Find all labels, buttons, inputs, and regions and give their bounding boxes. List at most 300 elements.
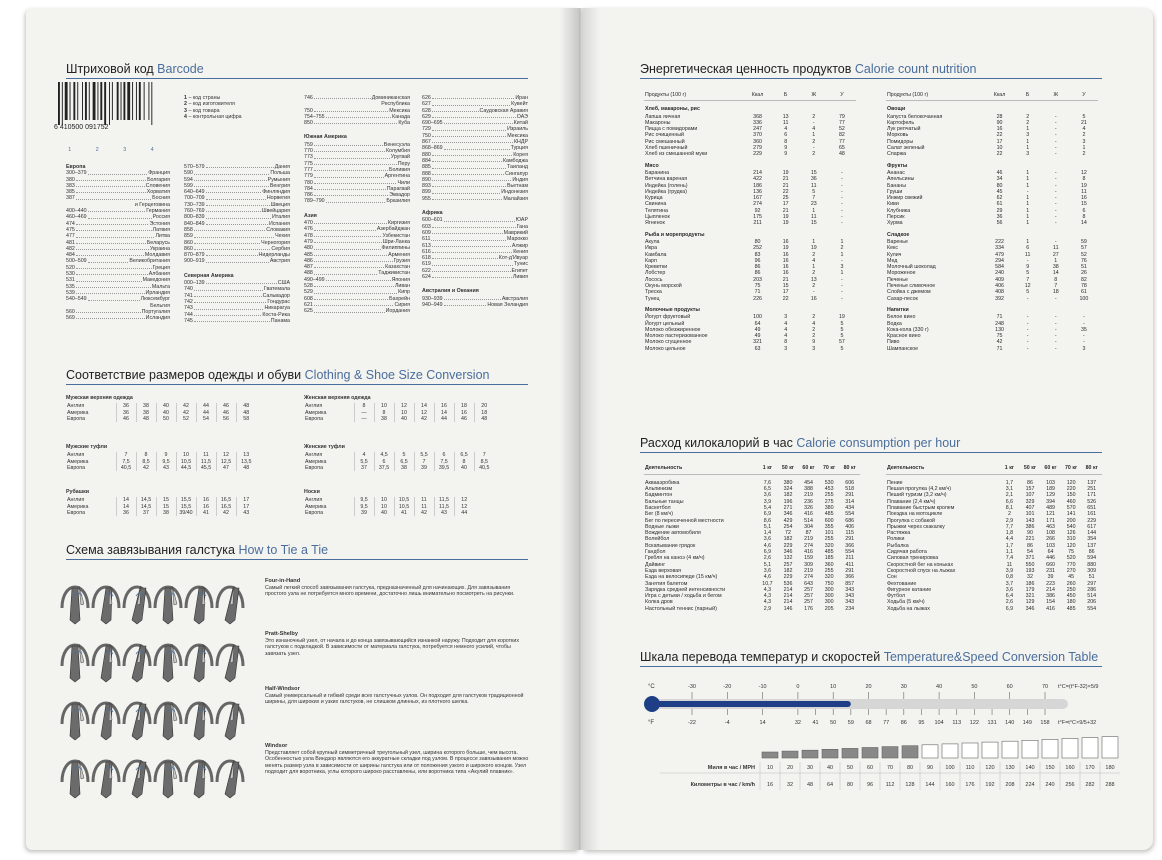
tie-knot xyxy=(265,743,530,776)
kmh-value: 192 xyxy=(985,782,995,788)
burn-row: Баскетбол 5,4 271 326 380 434 xyxy=(645,504,855,511)
mph-value: 10 xyxy=(766,765,774,771)
barcode-entry: 777 Боливия xyxy=(304,166,410,173)
sizes-heading: Соответствие размеров одежды и обуви Clothing & Shoe Size Conversion xyxy=(66,368,528,385)
barcode-entry: 885 Таиланд xyxy=(422,164,528,171)
barcode-bar xyxy=(151,82,152,125)
calorie-row: Хлеб из смешанной муки 229 9 2 48 xyxy=(645,151,845,158)
barcode-entry: 779 Аргентина xyxy=(304,173,410,180)
celsius-tick-label: 70 xyxy=(1041,684,1049,690)
barcode-entry: 743 Никарагуа xyxy=(184,305,290,312)
barcode-entry: 474 Эстония xyxy=(66,220,170,227)
calorie-row: Ананас 46 1 - 12 xyxy=(887,169,1087,176)
burn-row: Гребля на каноэ (4 км/ч) 2,6 132 159 185 211 xyxy=(645,555,854,562)
celsius-tick-label: 60 xyxy=(1006,684,1013,690)
speed-bar xyxy=(1062,739,1078,759)
kmh-value: 48 xyxy=(806,782,814,788)
burn-row: Игра с детьми / ходьба и бегом 4,3 214 257 300 343 xyxy=(645,593,855,600)
fahrenheit-tick-label: 122 xyxy=(969,720,979,726)
burn-row: Альпинизм 6,5 324 388 453 518 xyxy=(645,486,855,493)
calorie-row: Бананы 80 1 - 19 xyxy=(887,182,1087,189)
calorie-row: Треска 71 17 - - xyxy=(645,289,843,296)
mph-value: 170 xyxy=(1085,765,1095,771)
burn-row: Вскапывание грядок 4,6 229 274 320 366 xyxy=(645,542,855,549)
fahrenheit-tick-label: 50 xyxy=(830,720,837,726)
calorie-row: Слойка с джемом 408 5 18 61 xyxy=(887,289,1087,296)
calorie-row: Красное вино 75 - - - xyxy=(887,333,1085,340)
calorie-row: Молоко обезжиренное 49 4 2 5 xyxy=(645,326,844,333)
fahrenheit-tick-label: 149 xyxy=(1022,720,1032,726)
tie-step-icon xyxy=(124,644,150,682)
calorie-row: Пиво 42 - - - xyxy=(887,339,1085,346)
tie-step-icon xyxy=(62,702,88,740)
barcode-entry: 899 Индонезия xyxy=(422,189,528,196)
calorie-row: Лосось 203 21 13 - xyxy=(645,276,843,283)
size-block-title: Носки xyxy=(304,489,320,495)
kmh-value: 240 xyxy=(1045,782,1055,788)
speed-bar xyxy=(882,747,898,758)
barcode-image xyxy=(52,82,164,136)
burn-row: Плавание (2,4 км/ч) 6,6 329 394 460 526 xyxy=(887,498,1097,505)
barcode-entry: Бельгия xyxy=(150,302,170,309)
barcode-entry: и Герцеговина xyxy=(134,201,170,208)
mph-label: Миля в час / MPH xyxy=(707,765,755,771)
fahrenheit-tick-label: 14 xyxy=(759,720,766,726)
barcode-col-europe2: 570–579 Дания 590 Польша 594 Румыния 599 Венгрия 640–649 Финляндия 700–709 Норвегия 730–739 Швеция 760–769 Швейцария 800–839 Италия 840–849 Испания 858 Словакия 859 Чехия 860 Черногория 860 Сербия 870–879 Нидерланды 900–919 Австрия Северная Америка 000–139 США 740 Гватемала 741 Сальвадор 742 Гондурас 743 Никарагуа 744 Коста-Рика 745 Панама xyxy=(184,164,290,324)
calorie-row: Курица 167 25 7 - xyxy=(645,195,843,202)
barcode-entry: 742 Гондурас xyxy=(184,298,290,305)
celsius-tick-label: 20 xyxy=(865,684,872,690)
calorie-row: Баранина 214 19 15 - xyxy=(645,169,843,176)
burn-row: Силовая тренировка 7,4 371 446 520 594 xyxy=(887,555,1097,562)
barcode-entry: 700–709 Норвегия xyxy=(184,195,290,202)
calorie-row: Телятина 92 21 1 - xyxy=(645,207,843,214)
barcode-bar xyxy=(112,82,113,120)
celsius-label: °C xyxy=(648,684,655,690)
calorie-row: Кока-кола (330 г) 130 - - 35 xyxy=(887,326,1087,333)
mph-value: 40 xyxy=(826,765,834,771)
calorie-row: Молоко цельное 63 3 3 5 xyxy=(645,345,844,352)
barcode-entry: 690–695 Китай xyxy=(422,120,528,127)
barcode-entry: 475 Латвия xyxy=(66,226,170,233)
kmh-value: 160 xyxy=(945,782,955,788)
speed-bar xyxy=(942,744,958,758)
celsius-tick-label: 40 xyxy=(936,684,943,690)
fahrenheit-tick-label: 86 xyxy=(900,720,907,726)
barcode-entry: 609 Маврикий xyxy=(422,229,528,236)
calorie-section xyxy=(640,62,1102,79)
barcode-entry: 789–790 Бразилия xyxy=(304,198,410,205)
barcode-bar xyxy=(82,82,83,120)
burn-row: Пение 1,7 86 103 120 137 xyxy=(887,479,1097,486)
calorie-row: Индейка (грудка) 136 22 5 - xyxy=(645,188,843,195)
tie-step-icon xyxy=(186,644,212,682)
burn-row: Ролики 4,4 221 266 310 354 xyxy=(887,536,1097,543)
mph-value: 30 xyxy=(806,765,814,771)
speed-bar xyxy=(1002,741,1018,758)
barcode-entry: 488 Таджикистан xyxy=(304,270,410,277)
fahrenheit-formula: t°F=t°C×9/5+32 xyxy=(1058,720,1097,726)
barcode-entry: 750 Мексика xyxy=(422,132,528,139)
tie-step-icon xyxy=(124,586,150,624)
burn-row: Бадминтон 3,6 182 219 255 291 xyxy=(645,492,855,499)
calorie-row: Рис очищенный 370 6 1 82 xyxy=(645,132,845,139)
tie-step-icon xyxy=(186,586,212,624)
tie-knot xyxy=(265,631,530,657)
barcode-entry: 775 Перу xyxy=(304,160,410,167)
calorie-row: Капуста белокочанная 28 2 - 5 xyxy=(887,113,1086,120)
fahrenheit-tick-label: 59 xyxy=(847,720,854,726)
burn-row: Плавание быстрым кролем 8,1 407 489 570 651 xyxy=(887,504,1097,511)
fahrenheit-tick-label: -4 xyxy=(724,720,730,726)
size-row: Америка 14 14,5 15 15,5 16 16,5 17 xyxy=(66,504,256,510)
kmh-value: 208 xyxy=(1005,782,1015,788)
size-row: Америка 9,5 10 10,5 11 11,5 12 xyxy=(304,504,474,510)
barcode-bar xyxy=(58,82,60,125)
calorie-group-title: Молочные продукты xyxy=(645,306,700,313)
barcode-bar xyxy=(123,82,125,120)
kmh-label: Километры в час / km/h xyxy=(690,782,755,788)
barcode-entry: 618 Кот-д'Ивуар xyxy=(422,255,528,262)
calorie-row: Ягненок 211 19 15 - xyxy=(645,220,843,227)
burn-heading: Расход килокалорий в час Calorie consumption per hour xyxy=(640,436,1102,453)
barcode-entry: 629 ОАЭ xyxy=(422,113,528,120)
size-row: Англия 7 8 9 10 11 12 13 xyxy=(66,452,256,458)
barcode-entry: 481 Беларусь xyxy=(66,239,170,246)
barcode-entry: 746 Доминиканская xyxy=(304,95,410,101)
barcode-entry: 850 Куба xyxy=(304,120,410,127)
barcode-bar xyxy=(97,82,98,120)
celsius-tick-label: 30 xyxy=(900,684,907,690)
burn-row: Фехтование 3,7 186 223 260 297 xyxy=(887,580,1097,587)
burn-row: Водные лыжи 5,1 254 304 355 406 xyxy=(645,523,855,530)
speed-bar xyxy=(1042,739,1058,758)
mph-value: 100 xyxy=(945,765,955,771)
fahrenheit-tick-label: 95 xyxy=(918,720,925,726)
calorie-row: Молоко сгущенное 321 8 9 57 xyxy=(645,339,845,346)
barcode-entry: 479 Шри-Ланка xyxy=(304,238,410,245)
barcode-entry: 868–869 Турция xyxy=(422,145,528,152)
burn-row: Сон 0,8 32 39 45 51 xyxy=(887,574,1095,581)
barcode-entry: 482 Украина xyxy=(66,245,170,252)
burn-section xyxy=(640,436,1102,453)
barcode-bar xyxy=(62,82,63,125)
tie-illustrations xyxy=(62,568,252,804)
tie-step-icon xyxy=(62,644,88,682)
calorie-row: Мороженое 240 5 14 26 xyxy=(887,270,1087,277)
speed-bar xyxy=(782,751,798,758)
calorie-row: Йогурт фруктовый 100 3 2 19 xyxy=(645,314,845,321)
celsius-tick-label: -20 xyxy=(723,684,732,690)
barcode-entry: 484 Молдавия xyxy=(66,252,170,259)
barcode-entry: 624 Ливия xyxy=(422,274,528,281)
burn-row: Езда на велосипеде (15 км/ч) 4,6 229 274 320 366 xyxy=(645,574,855,581)
calorie-row: Апельсины 34 1 - 8 xyxy=(887,176,1086,183)
calorie-group-title: Напитки xyxy=(887,306,909,313)
barcode-heading: Штриховой код Barcode xyxy=(66,62,528,79)
mph-value: 180 xyxy=(1105,765,1115,771)
tie-knot xyxy=(265,578,530,598)
tie-step-icon xyxy=(217,702,243,740)
barcode-entry: 590 Польша xyxy=(184,170,290,177)
barcode-entry: 486 Грузия xyxy=(304,257,410,264)
calorie-row: Пицца с помидорами 247 4 4 52 xyxy=(645,126,845,133)
calorie-row: Лук репчатый 16 1 - 4 xyxy=(887,126,1086,133)
calorie-row: Хурма 56 1 - 14 xyxy=(887,220,1087,227)
barcode-entry: 477 Литва xyxy=(66,233,170,240)
barcode-bar xyxy=(148,82,149,120)
barcode-entry: 470 Киргизия xyxy=(304,220,410,227)
barcode-entry: 626 Иран xyxy=(422,95,528,101)
tie-step-icon xyxy=(93,702,119,740)
tie-step-icon xyxy=(93,586,119,624)
calorie-row: Хлеб пшеничный 279 9 - 65 xyxy=(645,145,845,152)
burn-row: Зарядка средней интенсивности 4,3 214 257 300 343 xyxy=(645,586,855,593)
speed-bar xyxy=(822,749,838,758)
tie-knot-description: Самый легкий способ завязывания галстука, предназначенный для начинающих. Для завязывания простого узла не потребуется много времени, достаточно лишь внимательно посмотреть на рисунки. xyxy=(265,584,515,598)
burn-row: Бальные танцы 3,9 196 236 275 314 xyxy=(645,498,855,505)
barcode-entry: 930–939 Австралия xyxy=(422,295,528,302)
mph-value: 60 xyxy=(866,765,874,771)
barcode-col-europe: Европа 300–379 Франция 380 Болгария 383 Словения 385 Хорватия 387 Босния и Герцеговина 400–440 Германия 460–469 Россия 474 Эстония 475 Латвия 477 Литва 481 Беларусь 482 Украина 484 Молдавия 500–509 Великобритания 520 Греция 530 Албания 531 Македония 535 Мальта 539 Ирландия 540–549 Люксембург Бельгия 560 Португалия 569 Исландия xyxy=(66,164,170,322)
tie-step-icon xyxy=(217,644,243,682)
kmh-value: 16 xyxy=(766,782,774,788)
calorie-row: Кекс 334 6 11 57 xyxy=(887,245,1087,252)
barcode-entry: 740 Гватемала xyxy=(184,286,290,293)
fahrenheit-tick-label: -22 xyxy=(688,720,696,726)
barcode-entry: Республика xyxy=(381,101,410,108)
barcode-entry: 729 Израиль xyxy=(422,126,528,133)
speed-bar xyxy=(802,750,818,758)
mph-value: 120 xyxy=(985,765,995,771)
barcode-entry: 900–919 Австрия xyxy=(184,258,290,265)
kmh-value: 32 xyxy=(786,782,794,788)
barcode-entry: 859 Чехия xyxy=(184,233,290,240)
size-block xyxy=(66,444,288,471)
barcode-entry: 955 Малайзия xyxy=(422,195,528,202)
calorie-row: Картофель 90 2 - 21 xyxy=(887,119,1087,126)
calorie-row: Персик 36 1 - 8 xyxy=(887,214,1086,221)
size-row: Европа 40,5 42 43 44,5 45,5 47 48 xyxy=(66,465,256,471)
kmh-value: 128 xyxy=(905,782,915,788)
celsius-tick-label: 0 xyxy=(796,684,800,690)
barcode-entry: 383 Словения xyxy=(66,182,170,189)
burn-row: Прыжки через скакалку 7,7 386 463 540 617 xyxy=(887,523,1097,530)
kmh-value: 96 xyxy=(866,782,874,788)
fahrenheit-tick-label: 77 xyxy=(883,720,890,726)
barcode-entry: 619 Тунис xyxy=(422,261,528,268)
burn-row: Гандбол 6,9 346 416 485 554 xyxy=(645,549,855,556)
calorie-group-title: Фрукты xyxy=(887,162,908,169)
barcode-entry: 594 Румыния xyxy=(184,176,290,183)
calorie-row: Молоко пастеризованное 49 4 2 5 xyxy=(645,333,844,340)
barcode-section xyxy=(66,62,528,79)
calorie-group-title: Мясо xyxy=(645,162,659,169)
calorie-row: Тунец 226 22 16 - xyxy=(645,295,843,302)
calorie-row: Помидоры 17 1 - 3 xyxy=(887,138,1086,145)
barcode-entry: 385 Хорватия xyxy=(66,189,170,196)
fahrenheit-tick-label: 41 xyxy=(812,720,819,726)
burn-row: Скоростной бег на коньках 11 550 660 770 880 xyxy=(887,561,1097,568)
size-row: Англия 8 10 12 14 16 18 20 xyxy=(304,403,494,409)
calorie-row: Свинина 274 17 23 - xyxy=(645,201,843,208)
barcode-entry: 741 Сальвадор xyxy=(184,292,290,299)
size-row: Америка 7,5 8,5 9,5 10,5 11,5 12,5 13,5 xyxy=(66,459,256,465)
barcode-entry: 628 Саудовская Аравия xyxy=(422,107,528,114)
tie-knot-name: Four-in-Hand xyxy=(265,578,301,584)
burn-row: Футбол 6,4 321 386 450 514 xyxy=(887,593,1097,600)
barcode-entry: 640–649 Финляндия xyxy=(184,189,290,196)
burn-row: Рыбалка 1,7 86 103 120 137 xyxy=(887,542,1097,549)
mph-value: 150 xyxy=(1045,765,1055,771)
barcode-bar xyxy=(93,82,96,120)
size-row: Англия 36 38 40 42 44 46 48 xyxy=(66,403,256,409)
burn-row: Поездка на мотоцикле 2 101 121 141 161 xyxy=(887,511,1097,518)
tie-step-icon xyxy=(217,760,243,798)
barcode-entry: 870–879 Нидерланды xyxy=(184,252,290,259)
calorie-row: Лобстер 86 16 2 1 xyxy=(645,270,844,277)
barcode-entry: 480 Филиппины xyxy=(304,245,410,252)
fahrenheit-tick-label: 104 xyxy=(934,720,944,726)
calorie-row: Печенье 409 7 8 82 xyxy=(887,276,1087,283)
size-block xyxy=(304,444,526,471)
kmh-value: 176 xyxy=(965,782,975,788)
speed-bar xyxy=(902,746,918,758)
tie-step-icon xyxy=(186,702,212,740)
barcode-entry: 531 Македония xyxy=(66,277,170,284)
calorie-row: Акула 80 16 1 1 xyxy=(645,238,844,245)
speed-bar xyxy=(922,745,938,758)
barcode-entry: 858 Словакия xyxy=(184,226,290,233)
tie-step-icon xyxy=(62,586,88,624)
calorie-row: Киви 61 1 - 15 xyxy=(887,201,1087,208)
barcode-entry: 613 Алжир xyxy=(422,242,528,249)
thermometer-fill xyxy=(652,701,851,707)
celsius-tick-label: -10 xyxy=(758,684,767,690)
sizes-section xyxy=(66,368,528,385)
barcode-digits: 6 410500 091752 xyxy=(54,124,109,131)
barcode-entry: 476 Азербайджан xyxy=(304,226,410,233)
size-row: Америка 5,5 6 6,5 7 7,5 8 8,5 xyxy=(304,459,494,465)
barcode-entry: 600–601 ЮАР xyxy=(422,217,528,224)
tie-knot-name: Windsor xyxy=(265,743,288,749)
barcode-entry: 840–849 Испания xyxy=(184,220,290,227)
kmh-value: 112 xyxy=(885,782,895,788)
barcode-col-americas-asia: 746 Доминиканская Республика 750 Мексика 754–755 Канада 850 Куба Южная Америка 759 Венесуэла 770 Колумбия 773 Уругвай 775 Перу 777 Боливия 779 Аргентина 780 Чили 784 Парагвай 786 Эквадор 789–790 Бразилия Азия 470 Киргизия 476 Азербайджан 478 Узбекистан 479 Шри-Ланка 480 Филиппины 485 Армения 486 Грузия 487 Казахстан 488 Таджикистан 490–499 Япония 528 Ливан 529 Кипр 608 Бахрейн 621 Сирия 625 Иордания xyxy=(304,95,410,315)
barcode-entry: 478 Узбекистан xyxy=(304,232,410,239)
tie-knot xyxy=(265,686,530,706)
burn-row: Дайвинг 5,1 257 309 360 411 xyxy=(645,561,854,568)
barcode-entry: 627 Кувейт xyxy=(422,101,528,108)
burn-row: Пеший туризм (3,2 км/ч) 2,1 107 129 150 171 xyxy=(887,492,1097,499)
size-row: Европа 39 40 41 42 43 44 xyxy=(304,510,474,516)
calorie-row: Белое вино 71 - - - xyxy=(887,314,1085,321)
barcode-entry: 750 Мексика xyxy=(304,107,410,114)
fahrenheit-tick-label: 68 xyxy=(865,720,872,726)
burn-row: Растяжка 1,8 90 108 126 144 xyxy=(887,530,1097,537)
calorie-group-title: Рыба и морепродукты xyxy=(645,231,705,238)
size-row: Англия 4 4,5 5 5,5 6 6,5 7 xyxy=(304,452,494,458)
burn-row: Волейбол 3,6 182 219 255 291 xyxy=(645,536,855,543)
calorie-row: Морковь 22 3 - 2 xyxy=(887,132,1086,139)
barcode-bar xyxy=(89,82,90,120)
kmh-value: 144 xyxy=(925,782,935,788)
barcode-bar xyxy=(136,82,137,120)
mph-value: 90 xyxy=(926,765,934,771)
tie-knot-description: Самый универсальный и гибкий среди всех галстучных узлов. Он подходит для галстуков традиционной ширины, для широких и узких галстуков, не слишком длинных, из плотного шелка. xyxy=(265,692,524,706)
speed-bar xyxy=(1082,738,1098,758)
tie-step-icon xyxy=(93,644,119,682)
burn-row: Настольный теннис (парный) 2,9 146 176 205 234 xyxy=(645,605,855,612)
barcode-entry: 867 КНДР xyxy=(422,139,528,146)
barcode-entry: 786 Эквадор xyxy=(304,192,410,199)
tie-step-icon xyxy=(186,760,212,798)
barcode-bar xyxy=(77,82,78,120)
size-block xyxy=(66,395,288,422)
speed-bar xyxy=(1102,737,1118,758)
calorie-row: Спаржа 22 3 - 2 xyxy=(887,151,1086,158)
calorie-heading: Энергетическая ценность продуктов Calorie count nutrition xyxy=(640,62,1102,79)
barcode-entry: 773 Уругвай xyxy=(304,154,410,161)
burn-row: Вождение автомобиля 1,4 72 87 101 115 xyxy=(645,530,854,537)
burn-row: Пешая прогулка (4,2 км/ч) 3,1 157 189 220 251 xyxy=(887,486,1097,493)
barcode-entry: 860 Сербия xyxy=(184,245,290,252)
speed-bar xyxy=(1022,740,1038,758)
barcode-entry: 528 Ливан xyxy=(304,283,410,290)
barcode-bar xyxy=(109,82,110,125)
kmh-value: 288 xyxy=(1105,782,1115,788)
mph-value: 50 xyxy=(846,765,854,771)
thermometer-scale xyxy=(640,678,1110,728)
calorie-row: Карп 96 16 4 - xyxy=(645,257,843,264)
mph-value: 20 xyxy=(786,765,794,771)
burn-row: Прогулка с собакой 2,9 143 171 200 229 xyxy=(887,517,1097,524)
barcode-entry: 744 Коста-Рика xyxy=(184,311,290,318)
barcode-entry: 780 Чили xyxy=(304,179,410,186)
size-row: Америка — 8 10 12 14 16 18 xyxy=(304,410,494,416)
barcode-entry: 380 Болгария xyxy=(66,176,170,183)
barcode-entry: 608 Бахрейн xyxy=(304,295,410,302)
barcode-entry: 000–139 США xyxy=(184,280,290,287)
burn-table-left: Деятельность 1 кг 50 кг 60 кг 70 кг 80 кг Аквааэробика 7,6 380 454 530 606 Альпинизм 6,5 324 388 453 518 Бадминтон 3,6 182 219 255 291 Бальные танцы 3,9 196 236 275 314 Баскетбол 5,4 271 326 380 434 Бег (8 км/ч) 6,9 346 416 485 554 Бег по пересеченной местности 8,6 429 514 600 686 Водные лыжи 5,1 254 304 355 406 Вождение автомобиля 1,4 72 87 101 115 Волейбол 3,6 182 219 255 291 Вскапывание грядок 4,6 229 274 320 366 Гандбол 6,9 346 416 485 554 Гребля на каноэ (4 км/ч) 2,6 132 159 185 211 Дайвинг 5,1 257 309 360 411 Езда верховая 3,6 182 219 255 291 Езда на велосипеде (15 км/ч) 4,6 229 274 320 366 Занятия балетом 10,7 536 643 750 857 Зарядка средней интенсивности 4,3 214 257 300 343 Игра с детьми / ходьба и бегом 4,3 214 257 300 343 Колка дров 4,3 214 257 300 343 Настольный теннис (парный) 2,9 146 176 205 234 xyxy=(644,465,860,612)
barcode-bar xyxy=(144,82,145,120)
calorie-row: Водка 248 - - - xyxy=(887,320,1085,327)
celsius-tick-label: 10 xyxy=(830,684,837,690)
barcode-entry: 539 Ирландия xyxy=(66,289,170,296)
barcode-entry: 880 Корея xyxy=(422,151,528,158)
burn-row: Ходьба (5 км/ч) 2,6 129 154 180 206 xyxy=(887,599,1097,606)
fahrenheit-tick-label: 140 xyxy=(1005,720,1015,726)
fahrenheit-tick-label: 131 xyxy=(987,720,997,726)
barcode-entry: 560 Португалия xyxy=(66,308,170,315)
kmh-value: 224 xyxy=(1025,782,1035,788)
mph-value: 140 xyxy=(1025,765,1035,771)
barcode-bar xyxy=(85,82,87,120)
calorie-row: Йогурт цельный 64 4 4 5 xyxy=(645,320,844,327)
calorie-row: Салат зеленый 10 1 - 1 xyxy=(887,145,1086,152)
tie-heading: Схема завязывания галстука How to Tie a Tie xyxy=(66,543,528,560)
calorie-row: Клубника 29 1 - 6 xyxy=(887,207,1086,214)
calorie-group-title: Овощи xyxy=(887,106,906,113)
kmh-value: 80 xyxy=(846,782,854,788)
barcode-bar xyxy=(127,82,130,120)
barcode-entry: 759 Венесуэла xyxy=(304,141,410,148)
kmh-value: 64 xyxy=(826,782,834,788)
calorie-row: Макароны 336 11 - 77 xyxy=(645,119,845,126)
barcode-bar xyxy=(65,82,68,120)
mph-value: 110 xyxy=(965,765,975,771)
size-block xyxy=(304,395,526,422)
